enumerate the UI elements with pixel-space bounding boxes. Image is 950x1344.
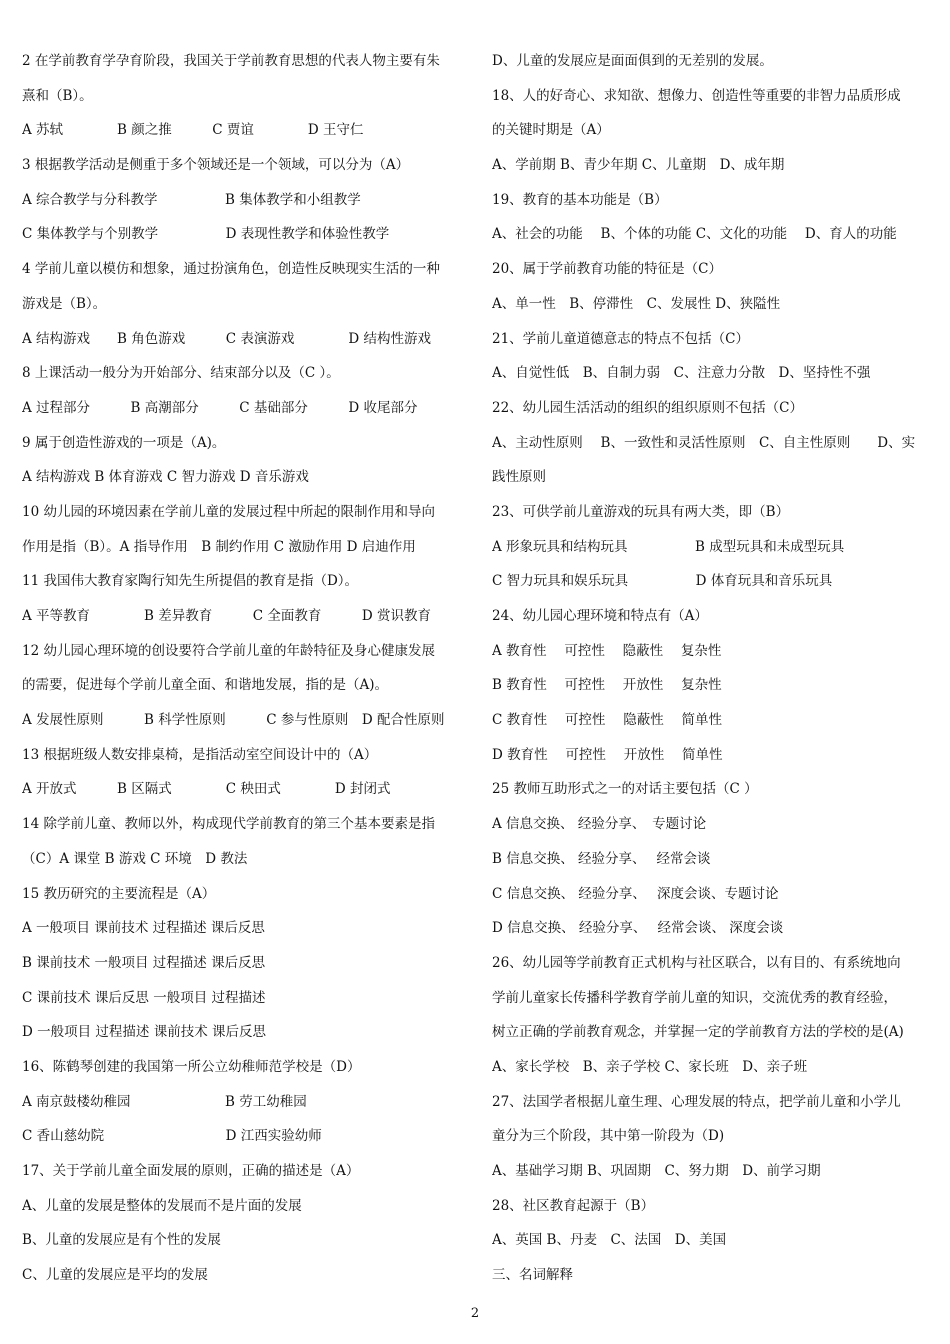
left-text-line: 16、陈鹤琴创建的我国第一所公立幼稚师范学校是（D） [22, 1058, 361, 1075]
left-text-line: 的需要，促进每个学前儿童全面、和谐地发展，指的是（A)。 [22, 677, 389, 694]
right-text-line: 21、学前儿童道德意志的特点不包括（C） [492, 330, 750, 347]
left-text-line: 2 在学前教育学孕育阶段，我国关于学前教育思想的代表人物主要有朱 [22, 53, 440, 69]
left-text-line: B、儿童的发展应是有个性的发展 [22, 1232, 221, 1249]
right-text-line: 22、幼儿园生活活动的组织的组织原则不包括（C） [492, 399, 804, 416]
left-text-line: A 发展性原则 B 科学性原则 C 参与性原则 D 配合性原则 [22, 712, 445, 729]
right-text-line: A、社会的功能 B、个体的功能 C、文化的功能 D、育人的功能 [492, 226, 897, 243]
right-text-line: C 教育性 可控性 隐蔽性 简单性 [492, 712, 722, 729]
right-column [492, 44, 932, 1293]
right-text-line: A 教育性 可控性 隐蔽性 复杂性 [492, 642, 722, 659]
right-text-line: A 信息交换、 经验分享、 专题讨论 [492, 816, 707, 833]
right-text-line: 践性原则 [492, 469, 546, 486]
right-text-line: 23、可供学前儿童游戏的玩具有两大类，即（B） [492, 503, 790, 520]
right-text-line: 24、幼儿园心理环境和特点有（A） [492, 608, 708, 624]
left-text-line: A 一般项目 课前技术 过程描述 课后反思 [22, 920, 265, 937]
right-text-line: B 教育性 可控性 开放性 复杂性 [492, 677, 722, 694]
left-text-line: 15 教历研究的主要流程是（A） [22, 885, 216, 902]
left-text-line: 13 根据班级人数安排桌椅，是指活动室空间设计中的（A） [22, 746, 378, 763]
right-text-line: C 智力玩具和娱乐玩具 D 体育玩具和音乐玩具 [492, 573, 833, 590]
left-text-line: 14 除学前儿童、教师以外，构成现代学前教育的第三个基本要素是指 [22, 816, 435, 833]
left-text-line: A 结构游戏 B 体育游戏 C 智力游戏 D 音乐游戏 [22, 469, 309, 486]
left-text-line: 3 根据教学活动是侧重于多个领域还是一个领域，可以分为（A） [22, 157, 410, 174]
left-text-line: 17、关于学前儿童全面发展的原则，正确的描述是（A） [22, 1163, 360, 1179]
right-text-line: 童分为三个阶段，其中第一阶段为（D) [492, 1128, 725, 1145]
right-text-line: 27、法国学者根据儿童生理、心理发展的特点，把学前儿童和小学儿 [492, 1093, 901, 1110]
right-text-line: D 教育性 可控性 开放性 简单性 [492, 746, 723, 763]
right-text-line: D 信息交换、 经验分享、 经常会谈、 深度会谈 [492, 920, 784, 937]
left-text-line: 游戏是（B）。 [22, 295, 107, 312]
left-text-line: C 集体教学与个别教学 D 表现性教学和体验性教学 [22, 226, 390, 243]
left-text-line: 作用是指（B）。A 指导作用 B 制约作用 C 激励作用 D 启迪作用 [22, 538, 416, 555]
left-text-line: 熹和（B）。 [22, 87, 93, 104]
right-text-line: A 形象玩具和结构玩具 B 成型玩具和未成型玩具 [492, 538, 845, 555]
left-text-line: D 一般项目 过程描述 课前技术 课后反思 [22, 1024, 266, 1041]
left-text-line: C、儿童的发展应是平均的发展 [22, 1267, 208, 1284]
right-text-line: D、儿童的发展应是面面俱到的无差别的发展。 [492, 53, 773, 69]
right-text-line: 三、名词解释 [492, 1267, 573, 1284]
right-text-line: 20、属于学前教育功能的特征是（C） [492, 261, 723, 278]
right-text-line: B 信息交换、 经验分享、 经常会谈 [492, 850, 711, 867]
right-text-line: 26、幼儿园等学前教育正式机构与社区联合，以有目的、有系统地向 [492, 954, 901, 971]
left-text-line: A 苏轼 B 颜之推 C 贾谊 D 王守仁 [22, 122, 364, 139]
right-text-line: A、家长学校 B、亲子学校 C、家长班 D、亲子班 [492, 1058, 808, 1075]
right-text-line: A、单一性 B、停滞性 C、发展性 D、狭隘性 [492, 295, 781, 312]
left-text-line: 11 我国伟大教育家陶行知先生所提倡的教育是指（D）。 [22, 573, 359, 590]
right-text-line: 的关键时期是（A） [492, 122, 610, 139]
left-text-line: C 香山慈幼院 D 江西实验幼师 [22, 1128, 322, 1145]
right-text-line: 学前儿童家长传播科学教育学前儿童的知识，交流优秀的教育经验， [492, 989, 897, 1006]
left-text-line: 12 幼儿园心理环境的创设要符合学前儿童的年龄特征及身心健康发展 [22, 642, 435, 659]
left-text-line: 8 上课活动一般分为开始部分、结束部分以及（C ）。 [22, 365, 340, 382]
right-text-line: 28、社区教育起源于（B） [492, 1197, 655, 1214]
right-text-line: A、自觉性低 B、自制力弱 C、注意力分散 D、坚持性不强 [492, 365, 871, 382]
right-text-line: A、英国 B、丹麦 C、法国 D、美国 [492, 1232, 727, 1249]
right-text-line: A、基础学习期 B、巩固期 C、努力期 D、前学习期 [492, 1163, 821, 1179]
left-text-line: A 结构游戏 B 角色游戏 C 表演游戏 D 结构性游戏 [22, 330, 431, 347]
right-text-line: 25 教师互助形式之一的对话主要包括（C ） [492, 781, 758, 798]
left-text-line: 9 属于创造性游戏的一项是（A)。 [22, 434, 226, 451]
left-text-line: B 课前技术 一般项目 过程描述 课后反思 [22, 954, 266, 971]
left-column [22, 44, 468, 1293]
left-text-line: A 南京鼓楼幼稚园 B 劳工幼稚园 [22, 1093, 307, 1110]
right-text-line: C 信息交换、 经验分享、 深度会谈、专题讨论 [492, 885, 779, 902]
left-text-line: A 开放式 B 区隔式 C 秧田式 D 封闭式 [22, 781, 391, 798]
right-text-line: 18、人的好奇心、求知欲、想像力、创造性等重要的非智力品质形成 [492, 87, 901, 104]
left-text-line: A、儿童的发展是整体的发展而不是片面的发展 [22, 1197, 302, 1214]
left-text-line: A 综合教学与分科教学 B 集体教学和小组教学 [22, 191, 361, 208]
left-text-line: 10 幼儿园的环境因素在学前儿童的发展过程中所起的限制作用和导向 [22, 503, 435, 520]
left-text-line: 4 学前儿童以模仿和想象，通过扮演角色，创造性反映现实生活的一种 [22, 261, 440, 278]
right-text-line: 19、教育的基本功能是（B） [492, 191, 668, 208]
left-text-line: C 课前技术 课后反思 一般项目 过程描述 [22, 989, 266, 1006]
right-text-line: A、学前期 B、青少年期 C、儿童期 D、成年期 [492, 157, 785, 174]
page-number: 2 [470, 1306, 480, 1321]
right-text-line: A、主动性原则 B、一致性和灵活性原则 C、自主性原则 D、实 [492, 434, 916, 451]
left-text-line: A 过程部分 B 高潮部分 C 基础部分 D 收尾部分 [22, 399, 418, 416]
left-text-line: A 平等教育 B 差异教育 C 全面教育 D 赏识教育 [22, 608, 431, 624]
right-text-line: 树立正确的学前教育观念，并掌握一定的学前教育方法的学校的是(A) [492, 1024, 904, 1041]
left-text-line: （C）A 课堂 B 游戏 C 环境 D 教法 [22, 850, 248, 867]
